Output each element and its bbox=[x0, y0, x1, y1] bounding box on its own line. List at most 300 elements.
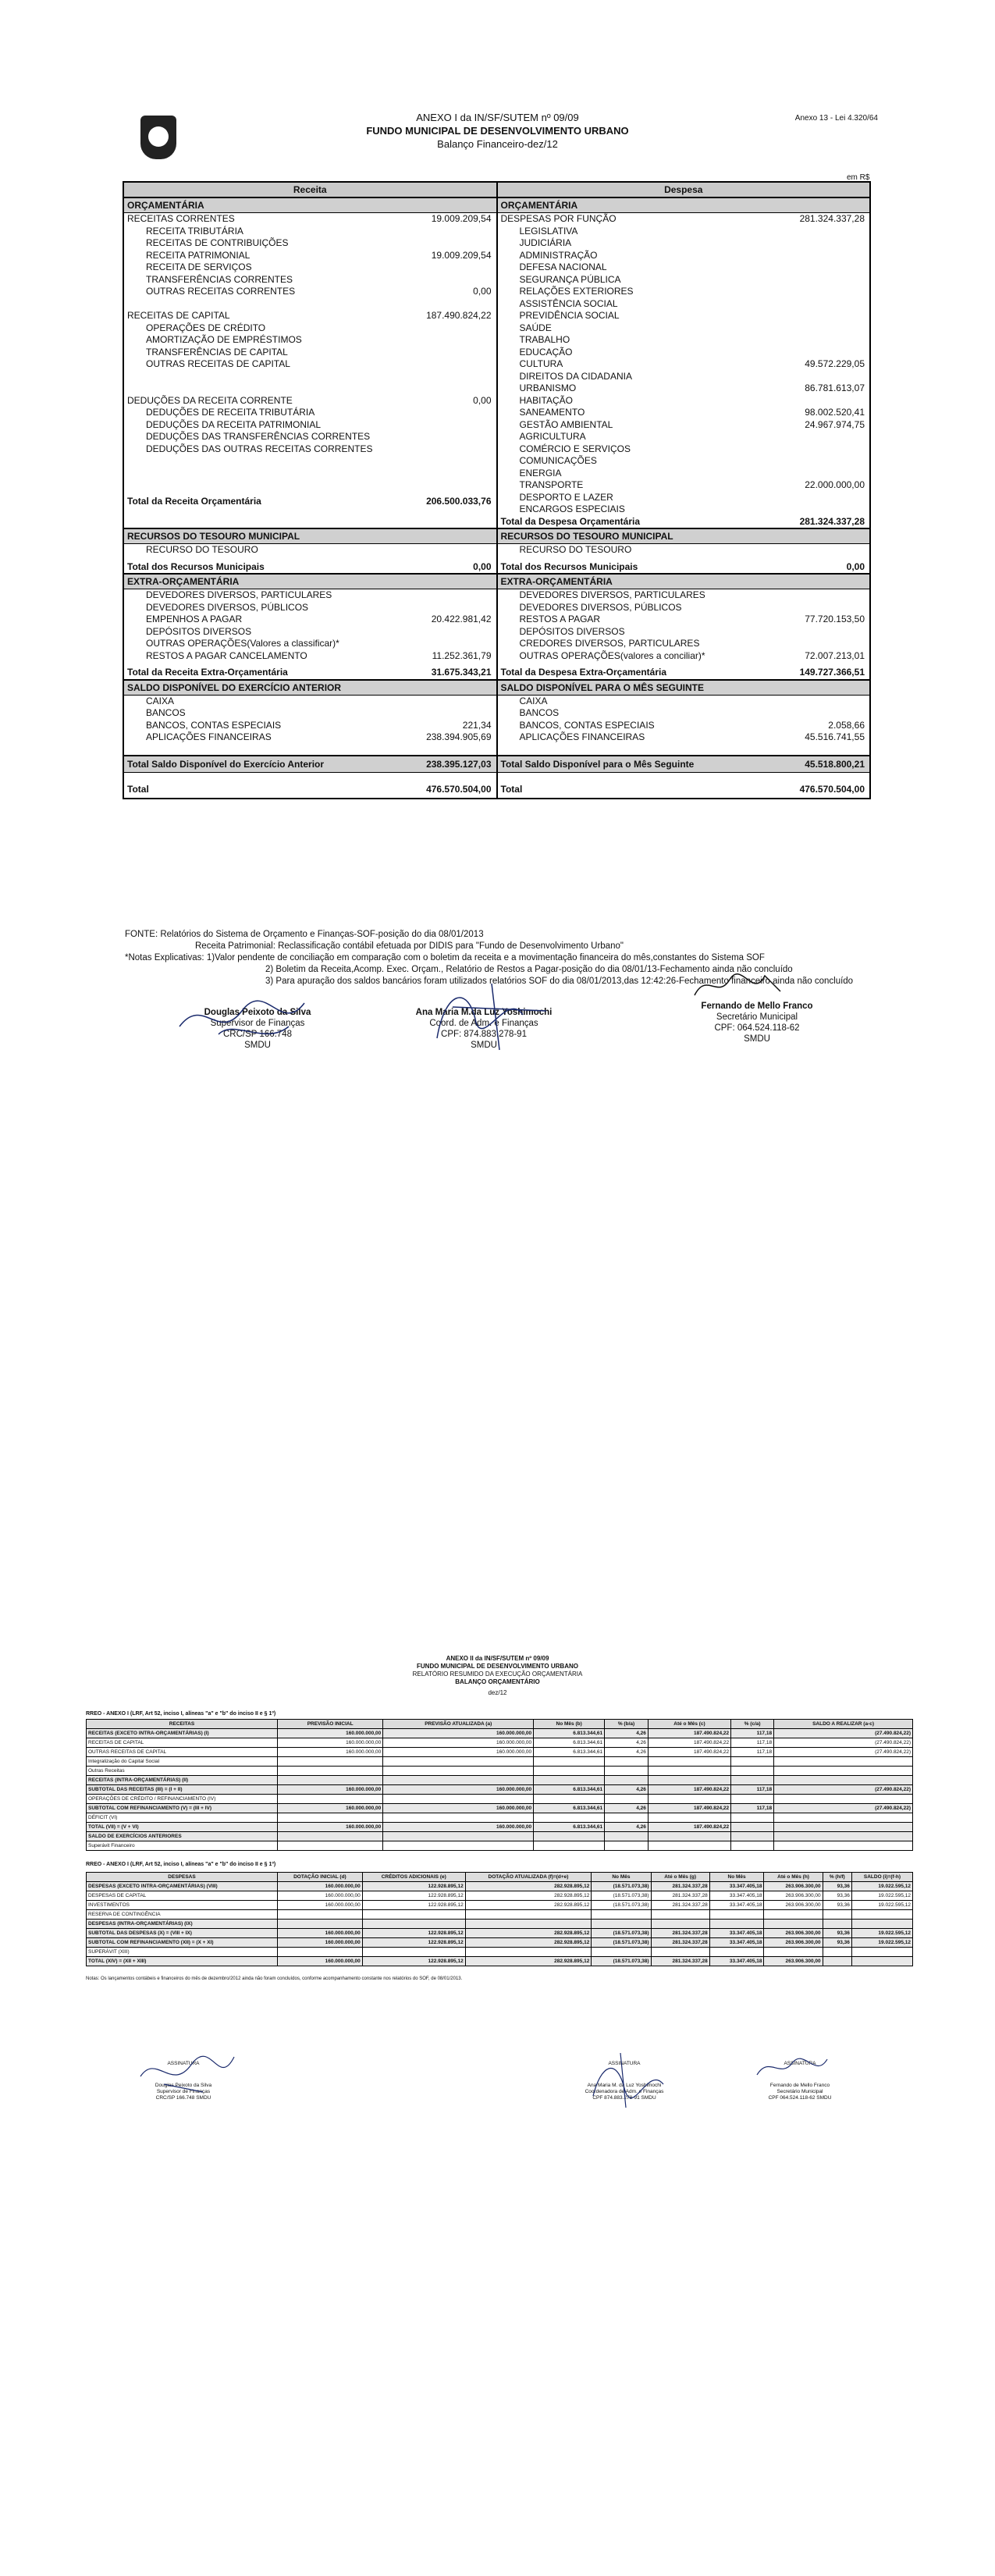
table-cell bbox=[605, 1832, 649, 1841]
table-caption: RREO - ANEXO I (LRF, Art 52, inciso I, alíneas "a" e "b" do inciso II e § 1º) bbox=[86, 1711, 276, 1717]
table-cell: (18.571.073,38) bbox=[592, 1929, 651, 1938]
grand-total-row bbox=[124, 773, 869, 798]
signer-doc: CPF: 064.524.118-62 bbox=[714, 1023, 800, 1033]
row-value: 86.781.613,07 bbox=[805, 382, 865, 393]
list-item bbox=[498, 707, 870, 720]
row-value bbox=[755, 468, 869, 480]
table-cell bbox=[774, 1776, 913, 1785]
list-item bbox=[124, 707, 496, 720]
table-header-row bbox=[87, 1873, 913, 1882]
row-label: AMORTIZAÇÃO DE EMPRÉSTIMOS bbox=[146, 334, 302, 345]
total-label: Total da Receita Extra-Orçamentária bbox=[127, 667, 288, 678]
list-item bbox=[498, 213, 870, 226]
total-label: Total Saldo Disponível para o Mês Seguinte bbox=[500, 758, 695, 770]
table-cell bbox=[709, 1920, 764, 1929]
table-cell: 281.324.337,28 bbox=[651, 1891, 709, 1901]
list-item bbox=[124, 358, 496, 371]
list-item bbox=[498, 602, 870, 614]
signer-doc: CRC/SP 166.748 bbox=[222, 1030, 292, 1039]
table-cell: RECEITAS (INTRA-ORÇAMENTÁRIAS) (II) bbox=[87, 1776, 278, 1785]
column-header: SALDO A REALIZAR (a-c) bbox=[774, 1720, 913, 1729]
table-row bbox=[87, 1757, 913, 1767]
row-label: CAIXA bbox=[519, 695, 548, 706]
column-header: % (b/a) bbox=[605, 1720, 649, 1729]
grand-total-label: Total bbox=[127, 783, 149, 795]
row-label: DESPESAS POR FUNÇÃO bbox=[500, 213, 617, 224]
row-label: DESPORTO E LAZER bbox=[519, 491, 613, 503]
table-cell: 281.324.337,28 bbox=[651, 1901, 709, 1910]
list-item bbox=[498, 298, 870, 311]
row-value: 11.252.361,79 bbox=[432, 649, 492, 661]
list-item bbox=[124, 322, 496, 335]
table-cell: 19.022.595,12 bbox=[851, 1929, 912, 1938]
row-label: CAIXA bbox=[146, 695, 175, 706]
section-title: SALDO DISPONÍVEL PARA O MÊS SEGUINTE bbox=[498, 681, 870, 696]
total-row bbox=[124, 496, 496, 508]
table-cell: 263.906.300,00 bbox=[764, 1882, 823, 1891]
table-cell: 282.928.895,12 bbox=[465, 1882, 592, 1891]
grand-total-value: 476.570.504,00 bbox=[426, 783, 492, 795]
table-cell: 19.022.595,12 bbox=[851, 1882, 912, 1891]
row-label: DEVEDORES DIVERSOS, PÚBLICOS bbox=[519, 601, 682, 613]
section-orcamentaria bbox=[124, 198, 869, 529]
table-cell: 160.000.000,00 bbox=[278, 1901, 363, 1910]
table-cell: SUBTOTAL DAS RECEITAS (III) = (I + II) bbox=[87, 1785, 278, 1795]
total-value: 31.675.343,21 bbox=[431, 667, 492, 678]
table-row bbox=[87, 1841, 913, 1851]
handwritten-signature-icon bbox=[172, 987, 359, 1050]
section-title: RECURSOS DO TESOURO MUNICIPAL bbox=[124, 529, 496, 544]
table-cell bbox=[851, 1920, 912, 1929]
table-cell: DÉFICIT (VI) bbox=[87, 1813, 278, 1823]
row-label: RESTOS A PAGAR bbox=[519, 614, 601, 624]
row-label: RECEITAS DE CONTRIBUIÇÕES bbox=[146, 237, 289, 248]
section-recursos bbox=[124, 529, 869, 575]
list-item bbox=[498, 237, 870, 250]
list-item bbox=[124, 334, 496, 347]
handwritten-signature-icon bbox=[133, 2045, 250, 2100]
explanatory-note-3: 3) Para apuração dos saldos bancários foram utilizados relatórios SOF do dia 08/01/2013,das 12:42:26-Fechamento financeiro ainda não concluído bbox=[265, 977, 854, 986]
row-label: RECEITA TRIBUTÁRIA bbox=[146, 225, 243, 237]
table-cell: 33.347.405,18 bbox=[709, 1938, 764, 1948]
table-cell bbox=[383, 1757, 534, 1767]
table-cell: 187.490.824,22 bbox=[648, 1748, 730, 1757]
table-cell bbox=[731, 1795, 774, 1804]
receita-header: Receita bbox=[124, 183, 498, 197]
table-cell: OPERAÇÕES DE CRÉDITO / REFINANCIAMENTO (IV) bbox=[87, 1795, 278, 1804]
table-cell bbox=[774, 1813, 913, 1823]
table-cell bbox=[534, 1813, 605, 1823]
list-item bbox=[498, 638, 870, 650]
signer-doc: CRC/SP 166.748 SMDU bbox=[155, 2095, 211, 2101]
table-cell: (27.490.824,22) bbox=[774, 1804, 913, 1813]
table-cell bbox=[823, 1948, 851, 1957]
list-item bbox=[498, 431, 870, 443]
row-value bbox=[755, 503, 869, 516]
table-cell: 281.324.337,28 bbox=[651, 1882, 709, 1891]
list-item bbox=[124, 237, 496, 250]
table-cell bbox=[278, 1910, 363, 1920]
total-value: 238.395.127,03 bbox=[426, 758, 492, 770]
row-label: BANCOS, CONTAS ESPECIAIS bbox=[519, 719, 655, 731]
table-cell: 33.347.405,18 bbox=[709, 1891, 764, 1901]
table-cell bbox=[823, 1920, 851, 1929]
table-cell bbox=[651, 1948, 709, 1957]
table-cell bbox=[605, 1757, 649, 1767]
saldo-anterior-rows bbox=[124, 696, 496, 744]
report-title: Balanço Financeiro-dez/12 bbox=[437, 138, 558, 150]
extra-receita-rows bbox=[124, 589, 496, 662]
table-cell bbox=[278, 1757, 383, 1767]
table-cell bbox=[592, 1910, 651, 1920]
row-value bbox=[755, 431, 869, 443]
row-value bbox=[382, 638, 496, 650]
row-label: EMPENHOS A PAGAR bbox=[146, 614, 243, 624]
total-label: Total da Despesa Extra-Orçamentária bbox=[500, 667, 667, 678]
row-value bbox=[382, 382, 496, 395]
table-cell: (27.490.824,22) bbox=[774, 1785, 913, 1795]
table-cell bbox=[651, 1910, 709, 1920]
row-label: CREDORES DIVERSOS, PARTICULARES bbox=[519, 638, 700, 649]
table-cell bbox=[774, 1823, 913, 1832]
row-value bbox=[382, 707, 496, 720]
signer-doc: CPF: 874.883.278-91 bbox=[441, 1030, 527, 1039]
table-cell bbox=[383, 1776, 534, 1785]
list-item bbox=[124, 407, 496, 419]
row-value bbox=[755, 626, 869, 639]
row-label: OUTRAS RECEITAS CORRENTES bbox=[146, 286, 296, 297]
row-label: DEVEDORES DIVERSOS, PÚBLICOS bbox=[146, 601, 309, 613]
report-title: RELATÓRIO RESUMIDO DA EXECUÇÃO ORÇAMENTÁRIA bbox=[412, 1670, 583, 1678]
row-value bbox=[382, 602, 496, 614]
table-cell: 160.000.000,00 bbox=[278, 1823, 383, 1832]
table-row bbox=[87, 1729, 913, 1738]
table-cell: 122.928.895,12 bbox=[362, 1882, 465, 1891]
table-cell: (27.490.824,22) bbox=[774, 1748, 913, 1757]
list-item bbox=[498, 503, 870, 516]
list-item bbox=[498, 479, 870, 492]
row-label: SEGURANÇA PÚBLICA bbox=[519, 273, 621, 285]
table-cell bbox=[605, 1813, 649, 1823]
receitas-table bbox=[86, 1719, 913, 1851]
row-value bbox=[755, 638, 869, 650]
table-cell bbox=[605, 1767, 649, 1776]
column-header: CRÉDITOS ADICIONAIS (e) bbox=[362, 1873, 465, 1882]
list-item bbox=[498, 226, 870, 238]
table-cell bbox=[823, 1957, 851, 1966]
signer-role: Secretário Municipal bbox=[716, 1012, 798, 1022]
column-header: RECEITAS bbox=[87, 1720, 278, 1729]
row-value bbox=[382, 419, 496, 432]
table-cell: 281.324.337,28 bbox=[651, 1929, 709, 1938]
table-cell bbox=[651, 1920, 709, 1929]
fund-title: FUNDO MUNICIPAL DE DESENVOLVIMENTO URBANO bbox=[417, 1663, 578, 1670]
total-label: Total da Receita Orçamentária bbox=[127, 496, 261, 507]
row-value: 45.516.741,55 bbox=[805, 731, 865, 742]
row-value bbox=[382, 431, 496, 443]
table-cell bbox=[648, 1776, 730, 1785]
table-cell: 160.000.000,00 bbox=[383, 1748, 534, 1757]
table-cell: 160.000.000,00 bbox=[278, 1957, 363, 1966]
despesas-table bbox=[86, 1872, 913, 1966]
row-label: SAÚDE bbox=[519, 322, 552, 333]
table-cell: 122.928.895,12 bbox=[362, 1957, 465, 1966]
table-cell: 6.813.344,61 bbox=[534, 1804, 605, 1813]
list-item bbox=[124, 226, 496, 238]
table-cell bbox=[851, 1910, 912, 1920]
table-cell: (18.571.073,38) bbox=[592, 1901, 651, 1910]
row-label: DEFESA NACIONAL bbox=[519, 262, 607, 272]
table-cell: 4,26 bbox=[605, 1748, 649, 1757]
table-cell: SUBTOTAL DAS DESPESAS (X) = (VIII + IX) bbox=[87, 1929, 278, 1938]
total-value: 0,00 bbox=[473, 560, 492, 572]
row-value bbox=[382, 262, 496, 274]
row-label bbox=[124, 298, 382, 311]
table-cell: 6.813.344,61 bbox=[534, 1738, 605, 1748]
list-item bbox=[124, 602, 496, 614]
list-item bbox=[124, 298, 496, 311]
row-value bbox=[755, 696, 869, 708]
total-row bbox=[498, 667, 870, 679]
row-value bbox=[755, 395, 869, 407]
list-item bbox=[124, 589, 496, 602]
table-cell: Integralização do Capital Social bbox=[87, 1757, 278, 1767]
list-item bbox=[124, 382, 496, 395]
table-cell: 160.000.000,00 bbox=[278, 1729, 383, 1738]
signature-title: ASSINATURA bbox=[608, 2061, 641, 2066]
table-cell bbox=[278, 1776, 383, 1785]
row-value bbox=[755, 274, 869, 286]
row-label: EDUCAÇÃO bbox=[519, 346, 573, 358]
table-row bbox=[87, 1795, 913, 1804]
row-label: DEVEDORES DIVERSOS, PARTICULARES bbox=[519, 589, 705, 600]
row-value: 24.967.974,75 bbox=[805, 418, 865, 430]
table-cell: 187.490.824,22 bbox=[648, 1804, 730, 1813]
table-cell bbox=[648, 1813, 730, 1823]
row-value bbox=[382, 443, 496, 456]
table-cell bbox=[731, 1813, 774, 1823]
table-row bbox=[87, 1748, 913, 1757]
list-item bbox=[124, 262, 496, 274]
table-cell: 187.490.824,22 bbox=[648, 1729, 730, 1738]
section-title: RECURSOS DO TESOURO MUNICIPAL bbox=[498, 529, 870, 544]
signature-block bbox=[671, 1001, 843, 1044]
currency-unit: em R$ bbox=[847, 173, 870, 182]
row-label: HABITAÇÃO bbox=[519, 394, 573, 406]
table-cell: DESPESAS DE CAPITAL bbox=[87, 1891, 278, 1901]
list-item bbox=[124, 310, 496, 322]
table-cell: 282.928.895,12 bbox=[465, 1938, 592, 1948]
list-item bbox=[498, 443, 870, 456]
list-item bbox=[124, 650, 496, 663]
total-row bbox=[124, 561, 496, 574]
table-cell: 4,26 bbox=[605, 1823, 649, 1832]
list-item bbox=[124, 286, 496, 298]
table-row bbox=[87, 1823, 913, 1832]
balance-table bbox=[123, 181, 871, 799]
table-cell bbox=[648, 1795, 730, 1804]
table-cell: RECEITAS (EXCETO INTRA-ORÇAMENTÁRIAS) (I) bbox=[87, 1729, 278, 1738]
total-value: 0,00 bbox=[846, 560, 865, 572]
column-header: DESPESAS bbox=[87, 1873, 278, 1882]
table-cell: 122.928.895,12 bbox=[362, 1901, 465, 1910]
row-value: 22.000.000,00 bbox=[805, 479, 865, 490]
list-item bbox=[498, 250, 870, 262]
row-label: PREVIDÊNCIA SOCIAL bbox=[519, 310, 620, 321]
table-cell: 4,26 bbox=[605, 1804, 649, 1813]
row-value bbox=[382, 589, 496, 602]
table-cell bbox=[362, 1910, 465, 1920]
row-label: BANCOS bbox=[519, 707, 560, 718]
table-cell bbox=[774, 1767, 913, 1776]
list-item bbox=[498, 358, 870, 371]
row-value bbox=[755, 443, 869, 456]
table-cell bbox=[534, 1757, 605, 1767]
row-label: LEGISLATIVA bbox=[519, 225, 578, 237]
table-cell bbox=[383, 1767, 534, 1776]
table-row bbox=[87, 1738, 913, 1748]
list-item bbox=[498, 492, 870, 504]
signer-org: SMDU bbox=[744, 1034, 770, 1044]
law-reference: Anexo 13 - Lei 4.320/64 bbox=[794, 114, 878, 123]
table-cell bbox=[731, 1757, 774, 1767]
signer-name: Fernando de Mello Franco bbox=[701, 1002, 813, 1011]
list-item bbox=[124, 274, 496, 286]
table-cell bbox=[534, 1795, 605, 1804]
annex-title: ANEXO II da IN/SF/SUTEM nº 09/09 bbox=[446, 1655, 549, 1662]
table-cell: 160.000.000,00 bbox=[383, 1738, 534, 1748]
handwritten-signature-icon bbox=[749, 2051, 843, 2090]
table-cell: 93,36 bbox=[823, 1882, 851, 1891]
row-value bbox=[382, 322, 496, 335]
list-item bbox=[498, 650, 870, 663]
list-item bbox=[498, 286, 870, 298]
footnote: Notas: Os lançamentos contábeis e financeiros do mês de dezembro/2012 ainda não foram concluídos, conforme acompanhamento constante nos relatórios do SOF, de 08/01/2013. bbox=[86, 1976, 463, 1981]
table-cell: 282.928.895,12 bbox=[465, 1901, 592, 1910]
table-cell bbox=[278, 1841, 383, 1851]
row-label: RECEITA PATRIMONIAL bbox=[146, 249, 251, 261]
despesa-rows bbox=[498, 213, 870, 516]
column-header: Até o Mês (g) bbox=[651, 1873, 709, 1882]
grand-total-value: 476.570.504,00 bbox=[799, 783, 865, 795]
table-cell: 93,36 bbox=[823, 1901, 851, 1910]
table-cell: (27.490.824,22) bbox=[774, 1738, 913, 1748]
table-cell: 122.928.895,12 bbox=[362, 1938, 465, 1948]
row-label: BANCOS bbox=[146, 707, 186, 718]
column-header: PREVISÃO ATUALIZADA (a) bbox=[383, 1720, 534, 1729]
table-cell: 6.813.344,61 bbox=[534, 1748, 605, 1757]
table-cell: SUBTOTAL COM REFINANCIAMENTO (XII) = (X + XI) bbox=[87, 1938, 278, 1948]
row-value bbox=[382, 334, 496, 347]
table-header-row bbox=[87, 1720, 913, 1729]
table-cell bbox=[362, 1948, 465, 1957]
signer-role: Coordenadora de Adm. e Finanças bbox=[585, 2089, 664, 2094]
table-row bbox=[87, 1938, 913, 1948]
table-cell bbox=[648, 1841, 730, 1851]
row-label: TRANSFERÊNCIAS CORRENTES bbox=[146, 273, 293, 285]
row-value: 238.394.905,69 bbox=[426, 731, 492, 742]
row-label: RECURSO DO TESOURO bbox=[146, 544, 258, 555]
table-cell bbox=[731, 1767, 774, 1776]
table-cell: 122.928.895,12 bbox=[362, 1929, 465, 1938]
list-item bbox=[124, 431, 496, 443]
table-cell: 160.000.000,00 bbox=[278, 1882, 363, 1891]
table-cell: 263.906.300,00 bbox=[764, 1938, 823, 1948]
row-value: 19.009.209,54 bbox=[431, 213, 492, 224]
list-item bbox=[498, 626, 870, 639]
table-cell: DESPESAS (EXCETO INTRA-ORÇAMENTÁRIAS) (VIII) bbox=[87, 1882, 278, 1891]
table-cell: 281.324.337,28 bbox=[651, 1938, 709, 1948]
table-cell: 4,26 bbox=[605, 1729, 649, 1738]
row-value bbox=[382, 274, 496, 286]
table-cell: SUBTOTAL COM REFINANCIAMENTO (V) = (III + IV) bbox=[87, 1804, 278, 1813]
list-item bbox=[498, 347, 870, 359]
row-label: SANEAMENTO bbox=[519, 407, 585, 418]
column-header: Até o Mês (c) bbox=[648, 1720, 730, 1729]
row-label: OUTRAS OPERAÇÕES(Valores a classificar)* bbox=[146, 638, 339, 649]
column-header: DOTAÇÃO ATUALIZADA (f)=(d+e) bbox=[465, 1873, 592, 1882]
table-cell bbox=[731, 1776, 774, 1785]
row-value bbox=[755, 492, 869, 504]
table-cell: 187.490.824,22 bbox=[648, 1785, 730, 1795]
table-cell: 282.928.895,12 bbox=[465, 1957, 592, 1966]
row-label: TRANSFERÊNCIAS DE CAPITAL bbox=[146, 346, 288, 358]
table-cell bbox=[823, 1910, 851, 1920]
row-label: JUDICIÁRIA bbox=[519, 237, 572, 248]
table-cell: 160.000.000,00 bbox=[278, 1938, 363, 1948]
annex-title: ANEXO I da IN/SF/SUTEM nº 09/09 bbox=[416, 112, 579, 123]
row-label: CULTURA bbox=[519, 358, 563, 369]
explanatory-note-2: 2) Boletim da Receita,Acomp. Exec. Orçam., Relatório de Restos a Pagar-posição do dia 08/01/13-Fechamento ainda não concluído bbox=[265, 965, 793, 974]
row-label: RECEITAS CORRENTES bbox=[127, 213, 235, 224]
signer-role: Coord. de Adm. e Finanças bbox=[429, 1019, 538, 1028]
table-cell bbox=[278, 1832, 383, 1841]
row-label: OUTRAS RECEITAS DE CAPITAL bbox=[146, 358, 290, 369]
signer-org: SMDU bbox=[244, 1041, 271, 1050]
table-cell: 160.000.000,00 bbox=[278, 1929, 363, 1938]
list-item bbox=[498, 382, 870, 395]
list-item bbox=[498, 696, 870, 708]
table-cell bbox=[731, 1841, 774, 1851]
total-value: 45.518.800,21 bbox=[805, 758, 865, 770]
row-value bbox=[755, 286, 869, 298]
list-item bbox=[124, 443, 496, 456]
table-cell: INVESTIMENTOS bbox=[87, 1901, 278, 1910]
row-value bbox=[755, 322, 869, 335]
row-value: 281.324.337,28 bbox=[799, 213, 865, 224]
table-cell: 117,18 bbox=[731, 1804, 774, 1813]
row-value: 2.058,66 bbox=[828, 719, 865, 731]
table-cell: (27.490.824,22) bbox=[774, 1729, 913, 1738]
table-cell bbox=[731, 1823, 774, 1832]
list-item bbox=[498, 395, 870, 407]
row-label: DEDUÇÕES DE RECEITA TRIBUTÁRIA bbox=[146, 407, 315, 418]
table-cell: (18.571.073,38) bbox=[592, 1891, 651, 1901]
table-cell: OUTRAS RECEITAS DE CAPITAL bbox=[87, 1748, 278, 1757]
table-cell: 160.000.000,00 bbox=[383, 1785, 534, 1795]
table-cell: 160.000.000,00 bbox=[278, 1748, 383, 1757]
signer-name: Ana Maria M. da Luz Yoshimochi bbox=[587, 2083, 662, 2088]
table-cell bbox=[605, 1841, 649, 1851]
list-item bbox=[498, 274, 870, 286]
table-cell bbox=[592, 1920, 651, 1929]
section-extra bbox=[124, 575, 869, 681]
table-row bbox=[87, 1910, 913, 1920]
row-value: 49.572.229,05 bbox=[805, 358, 865, 369]
table-cell: 19.022.595,12 bbox=[851, 1938, 912, 1948]
list-item bbox=[498, 731, 870, 744]
column-header: SALDO (i)=(f-h) bbox=[851, 1873, 912, 1882]
